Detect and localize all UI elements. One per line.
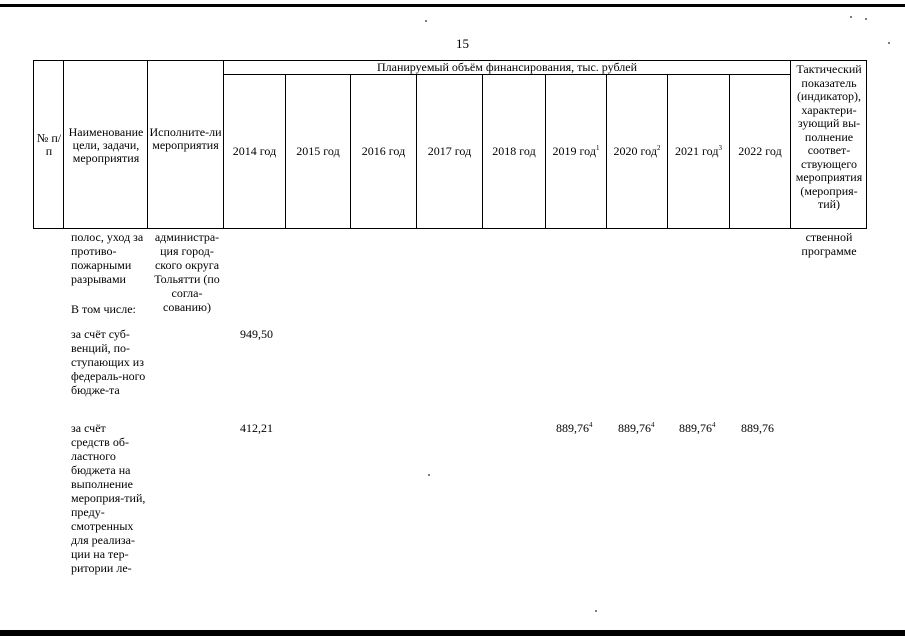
page-number: 15 [456,36,469,51]
row1-indicator: ственной программе [801,230,857,258]
row3-value-2020: 889,76$^4$ [618,421,655,435]
header-year-2020: 2020 год$^2$ [613,144,661,158]
scan-speck [595,610,597,612]
scan-speck [425,20,427,22]
scan-speck [865,18,867,20]
row1-subheading: В том числе: [71,302,136,316]
row2-value-2014: 949,50 [240,327,273,341]
scan-speck [888,42,890,44]
scan-speck [428,474,430,476]
row1-name: полос, уход за противо-пожарными разрывами [71,230,144,286]
row3-name: за счёт средств об-ластного бюджета на выполнение мероприя-тий, преду-смотренных для реализа-ции на тер-ритории ле- [71,421,146,575]
header-year-2018: 2018 год [492,144,536,158]
header-year-2014: 2014 год [232,144,277,158]
header-year-2016: 2016 год [361,144,406,158]
header-year-2017: 2017 год [427,144,472,158]
row3-value-2014: 412,21 [240,421,273,435]
header-executor-column: Исполните-ли мероприятия [149,125,222,152]
header-year-2021: 2021 год$^3$ [675,144,722,158]
row3-value-2022: 889,76 [741,421,774,435]
header-year-2019: 2019 год$^1$ [552,144,600,158]
header-year-2022: 2022 год [738,144,782,158]
bottom-scan-border [0,630,905,636]
row1-executor: администра-ция город-ского округа Тольятти (по согла-сованию) [154,230,220,314]
header-year-2015: 2015 год [296,144,340,158]
header-number-column: № п/п [36,131,62,158]
scan-speck [850,16,852,18]
row2-name: за счёт суб-венций, по-ступающих из федераль-ного бюдже-та [71,327,146,397]
top-scan-border [0,4,905,7]
header-name-column: Наименование цели, задачи, мероприятия [68,125,144,165]
header-financing-group: Планируемый объём финансирования, тыс. рублей [376,60,637,74]
header-indicator-column: Тактический показатель (индикатор), характери-зующий вы-полнение соответ-ствующего мероприятия (мероприя-тий) [795,62,863,211]
row3-value-2019: 889,76$^4$ [556,421,593,435]
row3-value-2021: 889,76$^4$ [679,421,716,435]
